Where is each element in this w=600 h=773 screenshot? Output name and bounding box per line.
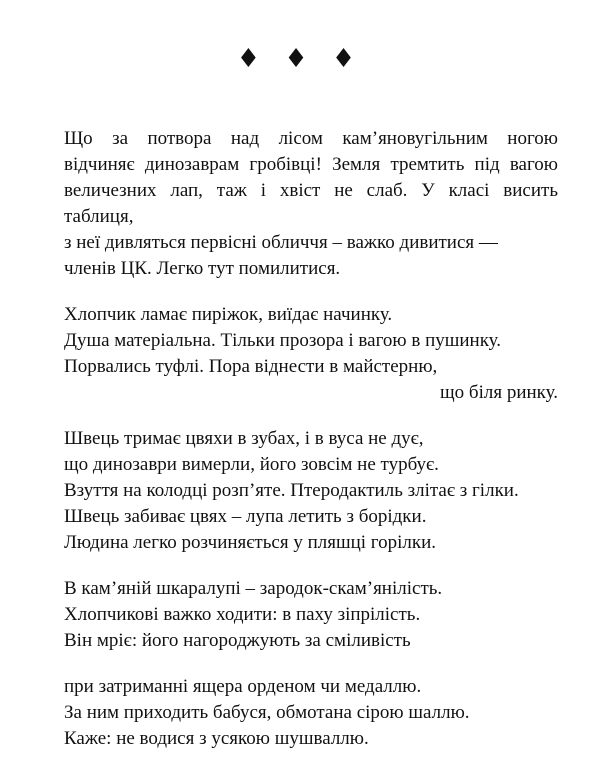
- diamond-ornament-icon: ♦ ♦ ♦: [236, 44, 364, 74]
- poem-line: що біля ринку.: [440, 382, 558, 403]
- poem-line: Швець тримає цвяхи в зубах, і в вуса не дує,: [64, 428, 424, 449]
- poem-body: [64, 126, 558, 772]
- poem-line: величезних лап, таж і хвіст не слаб. У класі висить: [64, 180, 558, 201]
- poem-line: відчиняє динозаврам гробівці! Земля тремтить під вагою: [64, 154, 558, 175]
- poem-line: В кам’яній шкаралупі – зародок-скам’янілість.: [64, 578, 443, 599]
- poem-line: Швець забиває цвях – лупа летить з борідки.: [64, 506, 427, 527]
- poem-line: За ним приходить бабуся, обмотана сірою шаллю.: [64, 702, 470, 723]
- poem-line: Порвались туфлі. Пора віднести в майстерню,: [64, 356, 438, 377]
- poem-stanza: [64, 302, 558, 406]
- poem-line: Людина легко розчиняється у пляшці горілки.: [64, 532, 437, 553]
- poem-line: Взуття на колодці розп’яте. Птеродактиль злітає з гілки.: [64, 480, 519, 501]
- poem-line: з неї дивляться первісні обличчя – важко дивитися —: [64, 232, 498, 253]
- poem-line: Хлопчик ламає пиріжок, виїдає начинку.: [64, 304, 393, 325]
- poem-line: Душа матеріальна. Тільки прозора і вагою в пушинку.: [64, 330, 502, 351]
- poem-line: що динозаври вимерли, його зовсім не турбує.: [64, 454, 439, 475]
- poem-line: Він мріє: його нагороджують за сміливість: [64, 630, 411, 651]
- poem-line: Каже: не водися з усякою шушваллю.: [64, 728, 369, 749]
- poem-stanza: [64, 674, 558, 752]
- poem-line: при затриманні ящера орденом чи медаллю.: [64, 676, 422, 697]
- poem-line: Що за потвора над лісом кам’яновугільним ногою: [64, 128, 558, 149]
- poem-stanza: [64, 576, 558, 654]
- poem-stanza: [64, 126, 558, 282]
- poem-stanza: [64, 426, 558, 556]
- poem-line: таблиця,: [64, 206, 134, 227]
- poem-line: членів ЦК. Легко тут помилитися.: [64, 258, 341, 279]
- poem-line: Хлопчикові важко ходити: в паху зіпрілість.: [64, 604, 421, 625]
